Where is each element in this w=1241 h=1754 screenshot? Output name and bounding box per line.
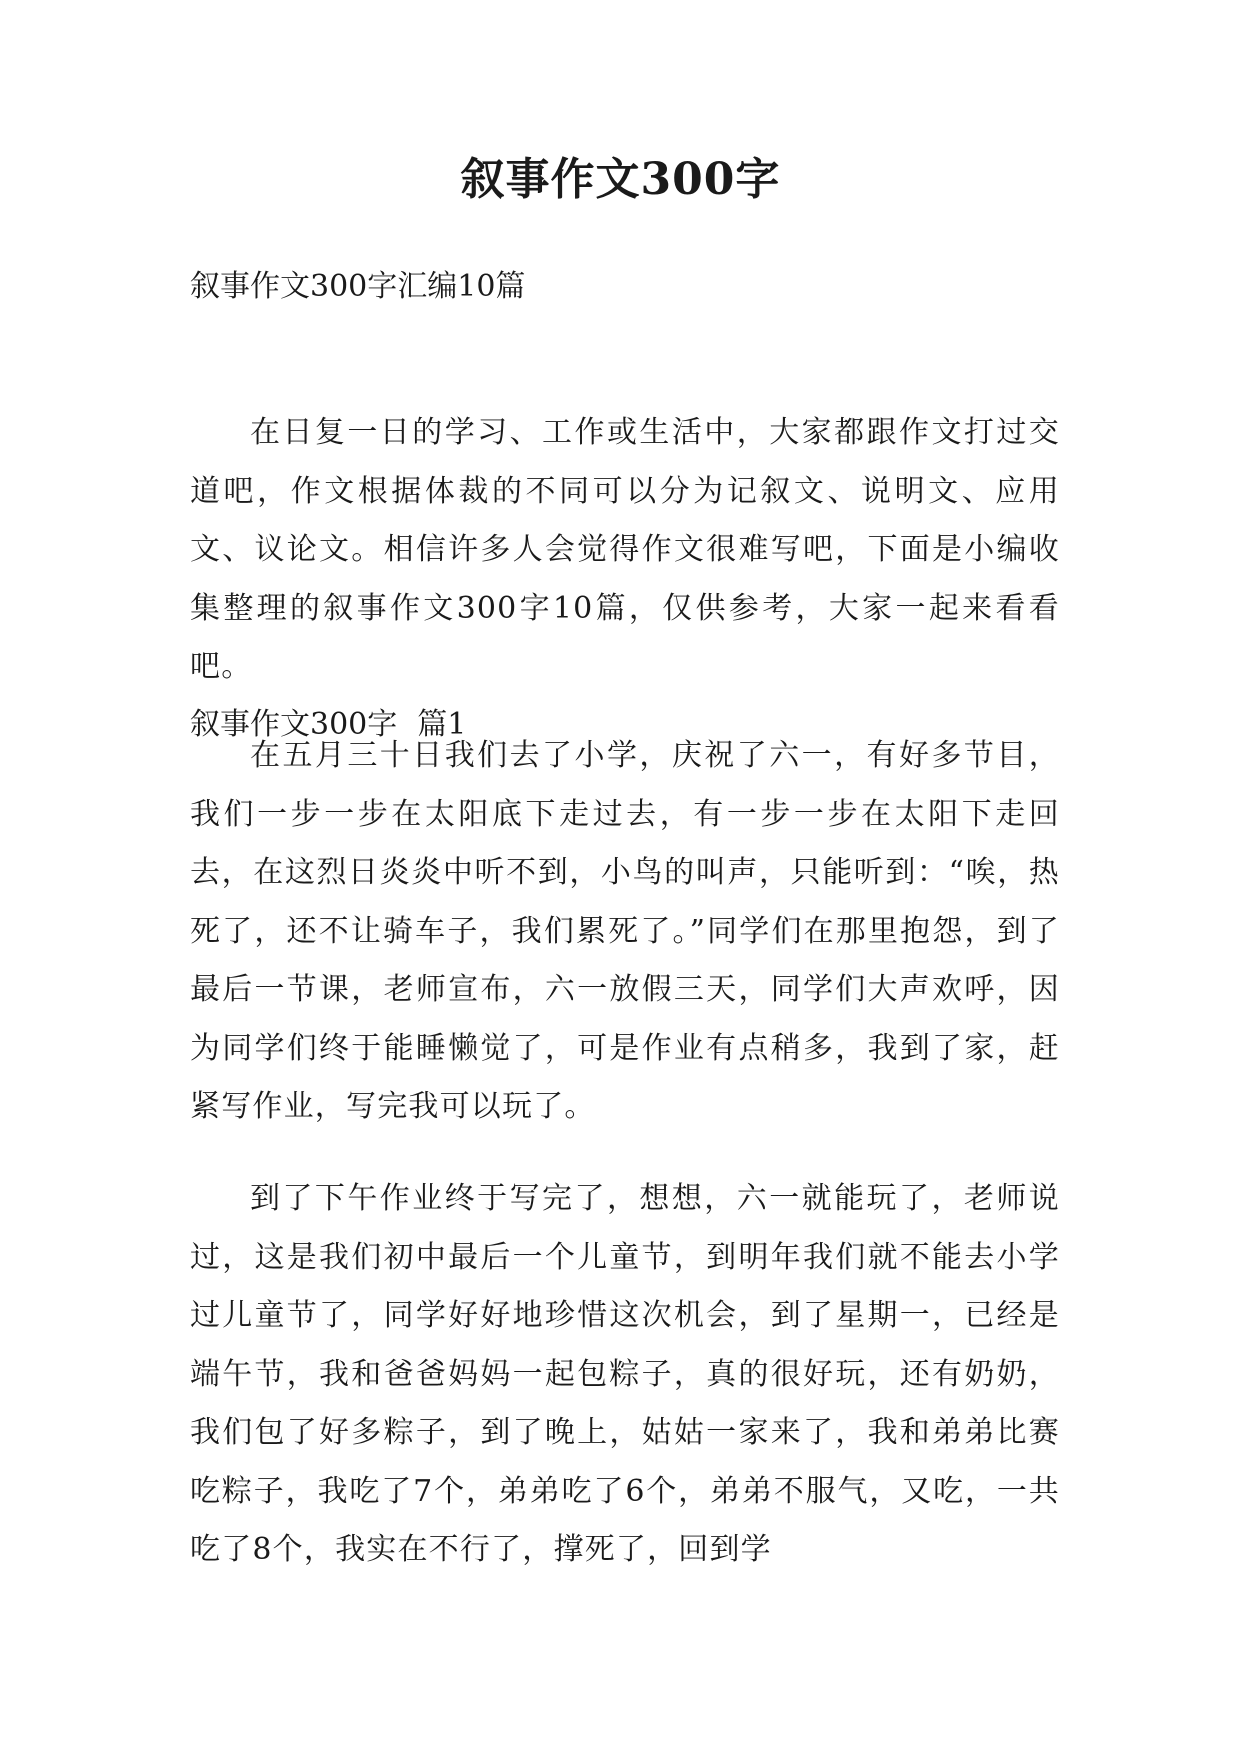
body-paragraph-2: 到了下午作业终于写完了，想想，六一就能玩了，老师说过，这是我们初中最后一个儿童节，到明年我们就不能去小学过儿童节了，同学好好地珍惜这次机会，到了星期一，已经是端午节，我和爸爸妈妈一起包粽子，真的很好玩，还有奶奶，我们包了好多粽子，到了晚上，姑姑一家来了，我和弟弟比赛吃粽子，我吃了7个，弟弟吃了6个，弟弟不服气，又吃，一共吃了8个，我实在不行了，撑死了，回到学 (190, 1181, 1060, 1567)
intro-paragraph: 在日复一日的学习、工作或生活中，大家都跟作文打过交道吧，作文根据体裁的不同可以分为记叙文、说明文、应用文、议论文。相信许多人会觉得作文很难写吧，下面是小编收集整理的叙事作文300字10篇，仅供参考，大家一起来看看吧。 (190, 415, 1060, 684)
body-paragraph-1: 在五月三十日我们去了小学，庆祝了六一，有好多节目，我们一步一步在太阳底下走过去，有一步一步在太阳下走回去，在这烈日炎炎中听不到，小鸟的叫声，只能听到：“唉，热死了，还不让骑车子，我们累死了。”同学们在那里抱怨，到了最后一节课，老师宣布，六一放假三天，同学们大声欢呼，因为同学们终于能睡懒觉了，可是作业有点稍多，我到了家，赶紧写作业，写完我可以玩了。 (190, 738, 1060, 1124)
document-subtitle: 叙事作文300字汇编10篇 (190, 269, 526, 304)
document-title: 叙事作文300字 (460, 154, 781, 205)
section-heading-suffix: 篇1 (417, 707, 467, 742)
section-heading-prefix: 叙事作文300字 (190, 707, 398, 742)
